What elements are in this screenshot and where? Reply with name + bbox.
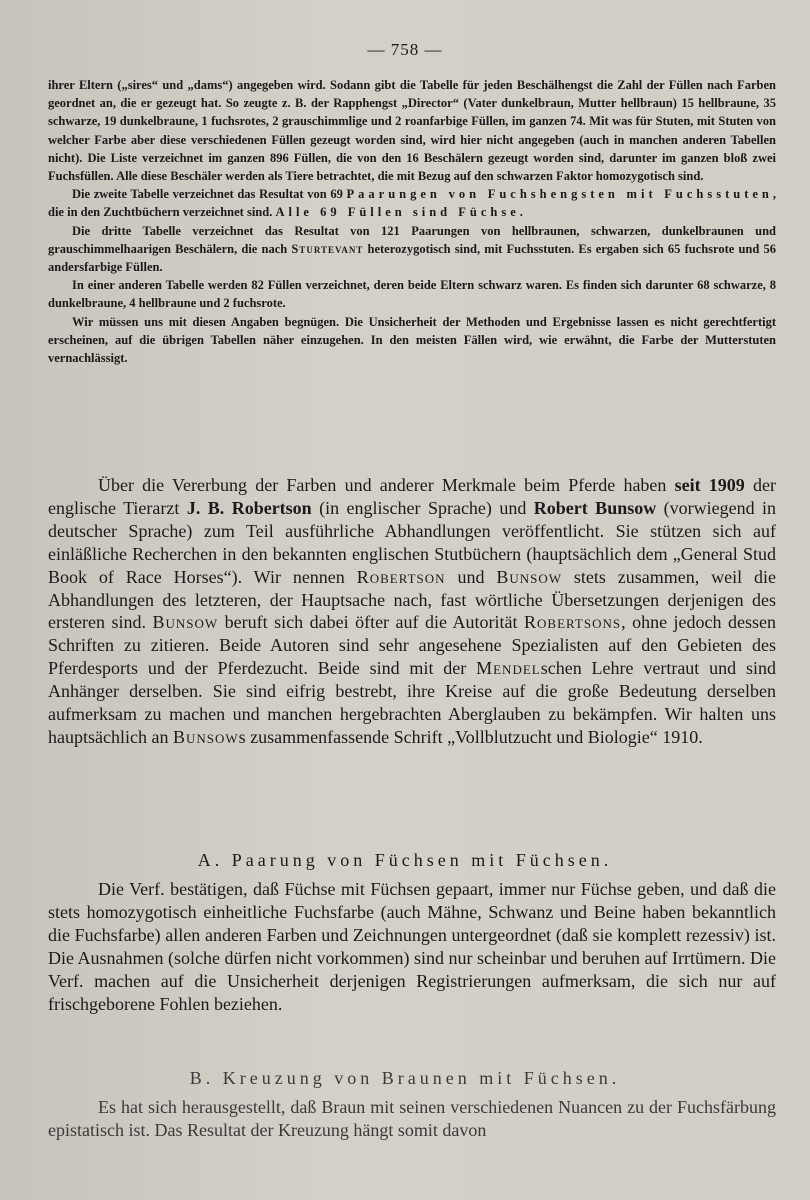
- main-text-block: [48, 474, 776, 749]
- emphasis-year: seit 1909: [674, 475, 745, 495]
- section-a-block: [48, 878, 776, 1015]
- small-print-block: [48, 76, 776, 367]
- paragraph-zweite-tabelle: Die zweite Tabelle verzeichnet das Resultat von 69 Paarungen von Fuchshengsten mit Fuchsstuten, die in den Zuchtbüchern verzeichnet sind. Alle 69 Füllen sind Füchse.: [48, 187, 776, 220]
- author-sturtevant: Sturtevant: [291, 241, 364, 256]
- paragraph-kreuzung-braunen: Es hat sich herausgestellt, daß Braun mit seinen verschiedenen Nuancen zu der Fuchsfärbung epistatisch ist. Das Resultat der Kreuzung hängt somit davon: [48, 1097, 776, 1140]
- author-bunsow: Robert Bunsow: [533, 497, 657, 518]
- author-robertson: J. B. Robertson: [186, 497, 312, 518]
- paragraph-vererbung: Über die Vererbung der Farben und anderer Merkmale beim Pferde haben seit 1909 der englische Tierarzt J. B. Robertson (in englischer Sprache) und Robert Bunsow (vorwiegend in deutscher Sprache) zum Teil ausführliche Abhandlungen veröffentlicht. Sie stützen sich auf einläßliche Recherchen in den bekannten englischen Stutbüchern (hauptsächlich dem „General Stud Book of Race Horses“). Wir nennen Robertson und Bunsow stets zusammen, weil die Abhandlungen des letzteren, der Hauptsache nach, fast wörtliche Übersetzungen derjenigen des ersteren sind. Bunsow beruft sich dabei öfter auf die Autorität Robertsons, ohne jedoch dessen Schriften zu zitieren. Beide Autoren sind sehr angesehene Spezialisten auf den Gebieten des Pferdesports und der Pferdezucht. Beide sind mit der Mendelschen Lehre vertraut und sind Anhänger derselben. Sie sind eifrig bestrebt, ihre Kreise auf die große Bedeutung derselben aufmerksam zu machen und manchen hergebrachten Aberglauben zu bekämpfen. Wir halten uns hauptsächlich an Bunsows zusammenfassende Schrift „Vollblutzucht und Biologie“ 1910.: [48, 475, 777, 747]
- paragraph-eltern: ihrer Eltern („sires“ und „dams“) angegeben wird. Sodann gibt die Tabelle für jeden Beschälhengst die Zahl der Füllen nach Farben geordnet an, die er gezeugt hat. So zeugte z. B. der Rapphengst „Director“ (Vater dunkelbraun, Mutter hellbraun) 15 hellbraune, 35 schwarze, 19 dunkelbraune, 1 fuchsrotes, 2 grauschimmlige und 2 roanfarbige Füllen, im ganzen 74. Mit was für Stuten, mit Stuten von welcher Farbe aber diese verschiedenen Füllen gezeugt worden sind, wird hier nicht angegeben (auch in manchen anderen Tabellen nicht). Die Liste verzeichnet im ganzen 896 Füllen, die von den 16 Beschälern gezeugt worden sind, darunter im ganzen bloß zwei Fuchsfüllen. Alle diese Beschäler werden als Tiere betrachtet, die mit Bezug auf den schwarzen Faktor homozygotisch sind.: [48, 78, 776, 184]
- page-number: — 758 —: [367, 40, 443, 59]
- paragraph-andere-tabelle: In einer anderen Tabelle werden 82 Füllen verzeichnet, deren beide Eltern schwarz waren. Es finden sich darunter 68 schwarze, 8 dunkelbraune, 4 hellbraune und 2 fuchsrote.: [48, 278, 776, 311]
- section-heading-a: A. Paarung von Füchsen mit Füchsen.: [197, 850, 613, 870]
- section-b-block: [48, 1096, 776, 1142]
- emphasis-alle-fuechse: Alle 69 Füllen sind Füchse: [275, 205, 520, 220]
- paragraph-dritte-tabelle: Die dritte Tabelle verzeichnet das Resultat von 121 Paarungen von hellbraunen, schwarzen, dunkelbraunen und grauschimmelhaarigen Beschälern, die nach Sturtevant heterozygotisch sind, mit Fuchsstuten. Es ergaben sich 65 fuchsrote und 56 andersfarbige Füllen.: [48, 223, 776, 275]
- section-heading-b: B. Kreuzung von Braunen mit Füchsen.: [189, 1068, 621, 1088]
- paragraph-paarung-fuechse: Die Verf. bestätigen, daß Füchse mit Füchsen gepaart, immer nur Füchse geben, und daß die stets homozygotisch einheitliche Fuchsfarbe (auch Mähne, Schwanz und Beine haben bekanntlich die Fuchsfarbe) allen anderen Farben und Zeichnungen untergeordnet (daß sie komplett rezessiv) ist. Die Ausnahmen (solche dürfen nicht vorkommen) sind nur scheinbar und beruhen auf Irrtümern. Die Verf. machen auf die Unsicherheit derjenigen Registrierungen aufmerksam, die sich nur auf frischgeborene Fohlen beziehen.: [48, 879, 776, 1014]
- paragraph-begnuegen: Wir müssen uns mit diesen Angaben begnügen. Die Unsicherheit der Methoden und Ergebnisse lassen es nicht gerechtfertigt erscheinen, auf die übrigen Tabellen näher einzugehen. In den meisten Fällen wird, wie erwähnt, die Farbe der Mutterstuten vernachlässigt.: [48, 314, 776, 366]
- emphasis-paarungen: Paarungen von Fuchshengsten mit Fuchsstuten: [346, 187, 773, 202]
